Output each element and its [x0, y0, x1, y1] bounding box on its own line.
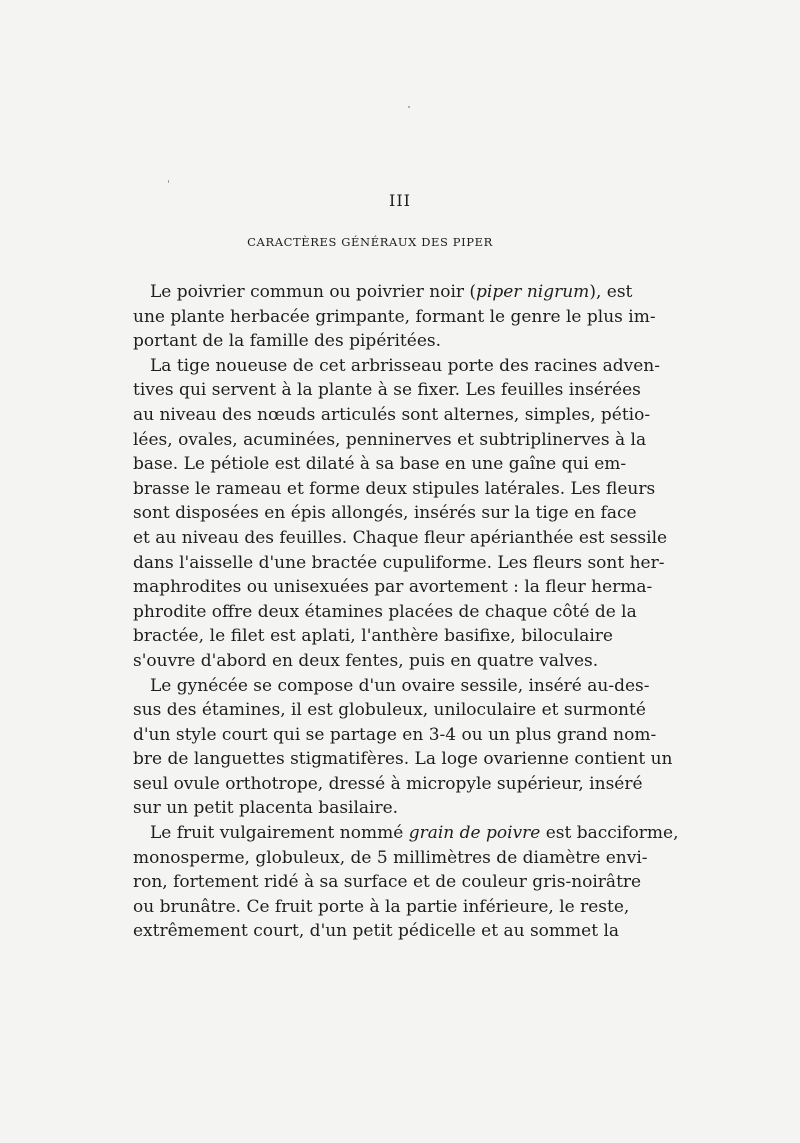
text-line: dans l'aisselle d'une bractée cupuliforme. Les fleurs sont her- [133, 552, 665, 573]
body-text [133, 280, 679, 944]
text-line: au niveau des nœuds articulés sont alternes, simples, pétio- [133, 404, 651, 425]
text-line: ou brunâtre. Ce fruit porte à la partie inférieure, le reste, [133, 896, 630, 917]
paragraph [133, 354, 668, 674]
text-line: d'un style court qui se partage en 3-4 ou un plus grand nom- [133, 724, 657, 745]
text-line: portant de la famille des pipéritées. [133, 331, 442, 352]
text-line: extrêmement court, d'un petit pédicelle et au sommet la [133, 921, 620, 942]
text-line: monosperme, globuleux, de 5 millimètres de diamètre envi- [133, 847, 648, 868]
text-line: sont disposées en épis allongés, insérés sur la tige en face [133, 503, 637, 524]
text-line: et au niveau des feuilles. Chaque fleur apérianthée est sessile [133, 527, 668, 548]
text-line: ron, fortement ridé à sa surface et de couleur gris-noirâtre [133, 872, 642, 893]
text-line: La tige noueuse de cet arbrisseau porte des racines adven- [150, 355, 660, 376]
paper-speck [408, 106, 410, 108]
latin-name: piper nigrum [476, 282, 590, 302]
section-title: CARACTÈRES GÉNÉRAUX DES PIPER [247, 235, 493, 249]
text-line: bractée, le filet est aplati, l'anthère basifixe, biloculaire [133, 626, 613, 647]
text-line: maphrodites ou unisexuées par avortement : la fleur herma- [133, 577, 653, 598]
paragraph [133, 280, 656, 354]
paragraph [133, 821, 679, 944]
paper-speck [168, 180, 169, 183]
paragraph [133, 674, 673, 822]
text-line: sur un petit placenta basilaire. [133, 798, 399, 819]
text-line: lées, ovales, acuminées, penninerves et subtriplinerves à la [133, 429, 647, 450]
text-line: brasse le rameau et forme deux stipules latérales. Les fleurs [133, 478, 656, 499]
section-number: III [389, 191, 411, 210]
text-line: bre de languettes stigmatifères. La loge ovarienne contient un [133, 749, 673, 770]
text-line: une plante herbacée grimpante, formant le genre le plus im- [133, 306, 656, 327]
text-line: seul ovule orthotrope, dressé à micropyle supérieur, inséré [133, 773, 643, 794]
text-line: Le poivrier commun ou poivrier noir (piper nigrum), est [150, 282, 633, 302]
text-line: base. Le pétiole est dilaté à sa base en une gaîne qui em- [133, 454, 627, 475]
text-line: Le fruit vulgairement nommé grain de poivre est bacciforme, [150, 823, 679, 844]
text-line: tives qui servent à la plante à se fixer. Les feuilles insérées [133, 380, 641, 401]
text-line: phrodite offre deux étamines placées de chaque côté de la [133, 601, 637, 622]
text-line: s'ouvre d'abord en deux fentes, puis en quatre valves. [133, 650, 599, 671]
italic-term: grain de poivre [408, 823, 541, 844]
text-line: Le gynécée se compose d'un ovaire sessile, inséré au-des- [150, 675, 650, 696]
text-line: sus des étamines, il est globuleux, uniloculaire et surmonté [133, 700, 646, 721]
